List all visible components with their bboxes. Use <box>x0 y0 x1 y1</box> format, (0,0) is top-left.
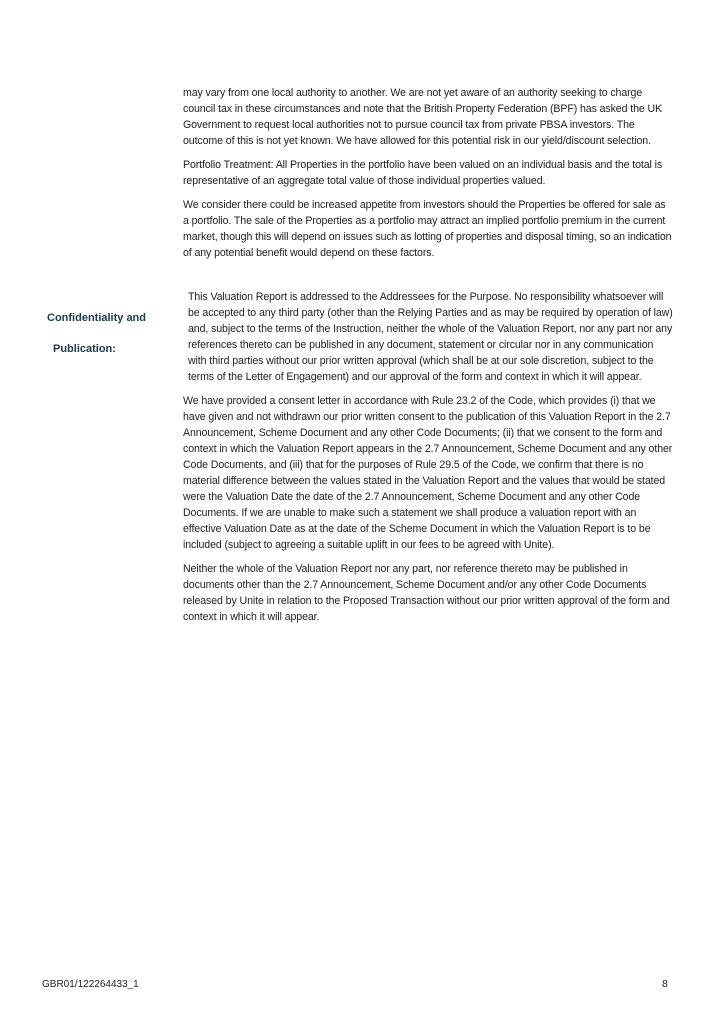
intro-paragraph-2: Portfolio Treatment: All Properties in the portfolio have been valued on an individual basis and the total is representative of an aggregate total value of those individual properties valued. <box>183 159 663 187</box>
section-heading-publication: Publication: <box>53 343 116 355</box>
section-heading-confidentiality: Confidentiality and <box>47 312 146 324</box>
page-number: 8 <box>662 978 668 990</box>
section-spacer <box>183 269 673 289</box>
intro-paragraph-1: may vary from one local authority to another. We are not yet aware of an authority seeking to charge council tax in these circumstances and note that the British Property Federation (BPF) has asked the UK Government to request local authorities not to pursue council tax from private PBSA investors. The outcome of this is not yet known. We have allowed for this potential risk in our yield/discount selection. <box>183 87 663 147</box>
intro-paragraph-3: We consider there could be increased appetite from investors should the Properties be offered for sale as a portfolio. The sale of the Properties as a portfolio may attract an implied portfolio premium in the current market, though this will depend on issues such as lotting of properties and disposal timing, so an indication of any potential benefit would depend on these factors. <box>183 199 672 259</box>
confidentiality-paragraph-3: Neither the whole of the Valuation Report nor any part, nor reference thereto may be published in documents other than the 2.7 Announcement, Scheme Document and/or any other Code Documents released by Unite in relation to the Proposed Transaction without our prior written approval of the form and context in which it will appear. <box>183 563 670 623</box>
confidentiality-paragraph-1: This Valuation Report is addressed to the Addressees for the Purpose. No responsibility whatsoever will be accepted to any third party (other than the Relying Parties and as may be required by operation of law) and, subject to the terms of the Instruction, neither the whole of the Valuation Report, nor any part nor any references thereto can be published in any document, statement or circular nor in any communication with third parties without our prior written approval (which shall be at our sole discretion, subject to the terms of the Letter of Engagement) and our approval of the form and context in which it will appear. <box>188 291 673 383</box>
document-body <box>183 85 673 633</box>
confidentiality-paragraph-2: We have provided a consent letter in accordance with Rule 23.2 of the Code, which provides (i) that we have given and not withdrawn our prior written consent to the publication of this Valuation Report in the 2.7 Announcement, Scheme Document and any other Code Documents; (ii) that we consent to the form and context in which the Valuation Report appears in the 2.7 Announcement, Scheme Document and any other Code Documents, and (iii) that for the purposes of Rule 29.5 of the Code, we confirm that there is no material difference between the values stated in the Valuation Report and the values that would be stated were the Valuation Date the date of the 2.7 Announcement, Scheme Document and any other Code Documents. If we are unable to make such a statement we shall produce a valuation report with an effective Valuation Date as at the date of the Scheme Document in which the Valuation Report is to be included (subject to agreeing a suitable uplift in our fees to be agreed with Unite). <box>183 395 673 551</box>
document-reference: GBR01/122264433_1 <box>42 979 139 990</box>
